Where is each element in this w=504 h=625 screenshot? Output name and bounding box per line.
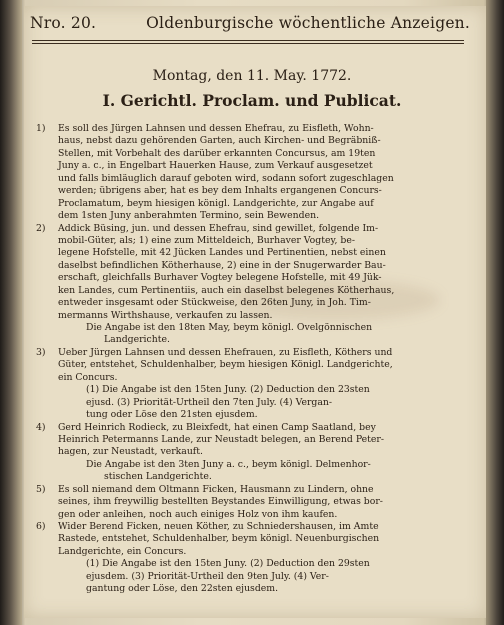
text-line xyxy=(36,434,468,446)
line-text: Heinrich Petermanns Lande, zur Neustadt belegen, an Berend Peter- xyxy=(58,433,384,445)
text-line xyxy=(36,384,468,396)
item-number: 1) xyxy=(36,123,46,134)
line-text: mobil-Güter, als; 1) eine zum Mitteldeich, Burhaver Vogtey, be- xyxy=(58,234,355,246)
text-line xyxy=(36,422,468,434)
line-text: Es soll des Jürgen Lahnsen und dessen Ehefrau, zu Eisfleth, Wohn- xyxy=(58,123,374,134)
item-number: 6) xyxy=(36,521,46,532)
line-text: Proclamatum, beym hiesigen königl. Landgerichte, zur Angabe auf xyxy=(58,197,374,209)
line-text: und falls bimläuglich darauf geboten wird, sodann sofort zugeschlagen xyxy=(58,172,394,184)
line-text: (1) Die Angabe ist den 15ten Juny. (2) Deduction den 29sten xyxy=(86,558,370,570)
line-text: Gerd Heinrich Rodieck, zu Bleixfedt, hat einen Camp Saatland, bey xyxy=(58,421,376,433)
line-text: ejusdem. (3) Priorität-Urtheil den 9ten July. (4) Ver- xyxy=(86,570,329,582)
text-line xyxy=(36,148,468,160)
line-text: hagen, zur Neustadt, verkauft. xyxy=(58,446,203,458)
text-line xyxy=(36,359,468,371)
line-text: Die Angabe ist den 18ten May, beym königl. Ovelgönnischen xyxy=(86,322,373,333)
line-text: gantung oder Löse, den 22sten ejusdem. xyxy=(86,583,279,595)
line-text: legene Hofstelle, mit 42 Jücken Landes und Pertinentien, nebst einen xyxy=(58,247,386,259)
line-text: dem 1sten Juny anberahmten Termino, sein Bewenden. xyxy=(58,210,320,222)
text-line xyxy=(36,496,468,508)
line-text: Es soll niemand dem Oltmann Ficken, Hausmann zu Lindern, ohne xyxy=(58,483,374,495)
text-line xyxy=(36,173,468,185)
text-line xyxy=(36,533,468,545)
line-text: Addick Büsing, jun. und dessen Ehefrau, sind gewillet, folgende Im- xyxy=(58,222,379,234)
item-number: 5) xyxy=(36,483,46,495)
text-line xyxy=(36,571,468,583)
line-text: seines, ihm freywillig bestellten Beystandes Einwilligung, etwas bor- xyxy=(58,496,383,508)
text-line xyxy=(36,347,468,359)
line-text: ken Landes, cum Pertinentiis, auch ein daselbst belegenes Kötherhaus, xyxy=(58,284,395,296)
text-line xyxy=(36,322,468,334)
text-line xyxy=(36,409,468,421)
text-line xyxy=(36,310,468,322)
line-text: erschaft, gleichfalls Burhaver Vogtey belegene Hofstelle, mit 49 Jük- xyxy=(58,272,382,284)
masthead xyxy=(30,14,470,32)
line-text: haus, nebst dazu gehörenden Garten, auch Kirchen- und Begräbniß- xyxy=(58,135,381,147)
text-line xyxy=(36,260,468,272)
line-text: Die Angabe ist den 3ten Juny a. c., beym königl. Delmenhor- xyxy=(86,458,371,470)
header-rule-top xyxy=(32,40,464,41)
text-line xyxy=(36,521,468,533)
text-line xyxy=(36,583,468,595)
line-text: Stellen, mit Vorbehalt des darüber erkannten Concursus, am 19ten xyxy=(58,147,376,159)
text-line xyxy=(36,471,468,483)
line-text: stischen Landgerichte. xyxy=(104,471,212,483)
line-text: werden; übrigens aber, hat es bey dem Inhalts ergangenen Concurs- xyxy=(58,185,382,197)
line-text: Ueber Jürgen Lahnsen und dessen Ehefrauen, zu Eisfleth, Köthers und xyxy=(58,346,393,358)
line-text: Güter, entstehet, Schuldenhalber, beym hiesigen Königl. Landgerichte, xyxy=(58,359,393,371)
text-line xyxy=(36,223,468,235)
line-text: Landgerichte, ein Concurs. xyxy=(58,545,187,557)
line-text: daselbst befindlichen Kötherhause, 2) eine in der Snugerwarder Bau- xyxy=(58,259,386,271)
line-text: Wider Berend Ficken, neuen Köther, zu Schniedershausen, im Amte xyxy=(58,521,379,532)
issue-number: Nro. 20. xyxy=(30,14,97,32)
notice-body xyxy=(36,123,468,596)
text-line xyxy=(36,372,468,384)
text-line xyxy=(36,397,468,409)
section-heading: I. Gerichtl. Proclam. und Publicat. xyxy=(102,91,402,110)
text-line xyxy=(36,334,468,346)
text-line xyxy=(36,509,468,521)
text-line xyxy=(36,272,468,284)
text-line xyxy=(36,546,468,558)
text-line xyxy=(36,135,468,147)
text-line xyxy=(36,459,468,471)
line-text: Juny a. c., in Engelbart Hauerken Hause, zum Verkauf ausgesetzet xyxy=(58,160,373,172)
issue-date: Montag, den 11. May. 1772. xyxy=(152,68,352,84)
text-line xyxy=(36,198,468,210)
text-line xyxy=(36,484,468,496)
text-line xyxy=(36,558,468,570)
text-line xyxy=(36,123,468,135)
line-text: entweder insgesamt oder Stückweise, den 26ten Juny, in Joh. Tim- xyxy=(58,297,371,309)
text-line xyxy=(36,185,468,197)
line-text: ejusd. (3) Priorität-Urtheil den 7ten July. (4) Vergan- xyxy=(86,396,333,408)
line-text: (1) Die Angabe ist den 15ten Juny. (2) Deduction den 23sten xyxy=(86,384,370,396)
item-number: 3) xyxy=(36,346,46,358)
text-line xyxy=(36,160,468,172)
newspaper-title: Oldenburgische wöchentliche Anzeigen. xyxy=(146,14,470,32)
line-text: Rastede, entstehet, Schuldenhalber, beym königl. Neuenburgischen xyxy=(58,533,380,545)
text-line xyxy=(36,285,468,297)
text-line xyxy=(36,247,468,259)
line-text: gen oder anleihen, noch auch einiges Holz von ihm kaufen. xyxy=(58,508,338,520)
text-line xyxy=(36,297,468,309)
item-number: 4) xyxy=(36,421,46,433)
item-number: 2) xyxy=(36,222,46,234)
line-text: mermanns Wirthshause, verkaufen zu lassen. xyxy=(58,309,273,321)
line-text: tung oder Löse den 21sten ejusdem. xyxy=(86,409,258,421)
text-line xyxy=(36,210,468,222)
line-text: ein Concurs. xyxy=(58,371,118,383)
line-text: Landgerichte. xyxy=(104,334,170,346)
text-line xyxy=(36,235,468,247)
text-line xyxy=(36,446,468,458)
header-rule-bottom xyxy=(32,43,464,44)
